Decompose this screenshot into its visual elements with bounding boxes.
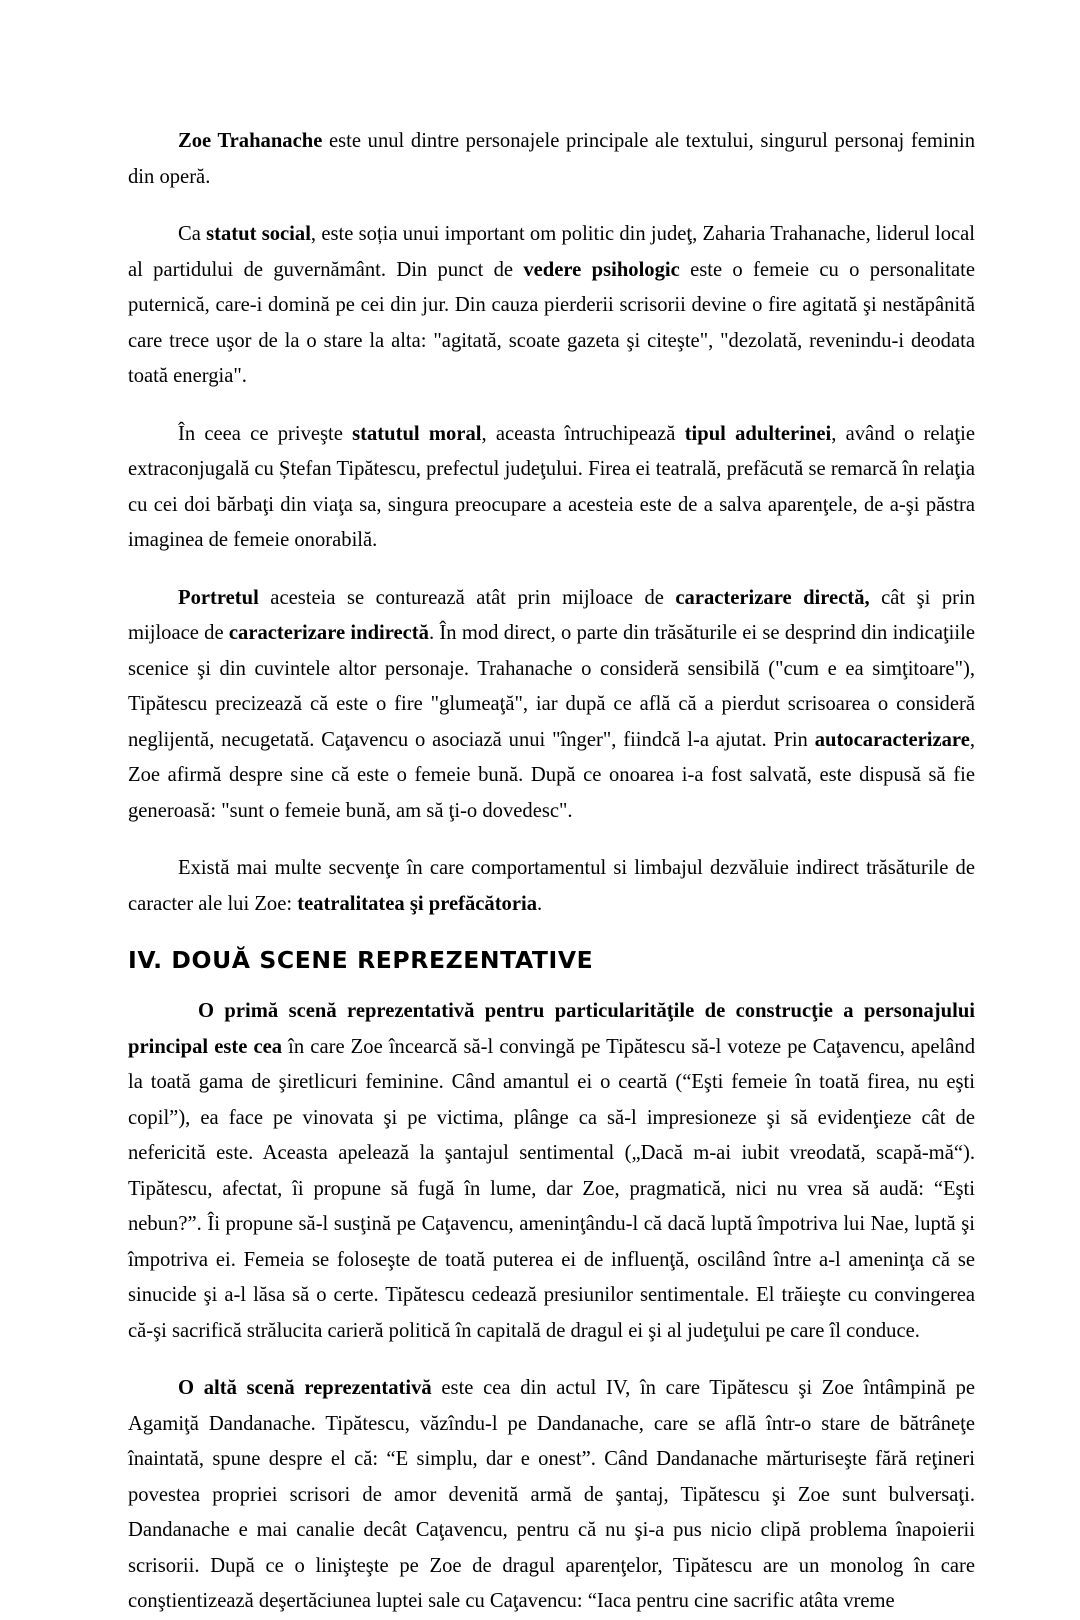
body-text: este o femeie cu o personalitate puternică, care-i domină pe cei din jur. Din cauza pierderii scrisorii devine o fire agitată şi nestăpânită care trece uşor de la o stare la alta: "agitată, scoate gazeta şi citeşte", "dezolată, revenindu-i deodata toată energia". <box>128 258 975 387</box>
emphasis-text: tipul adulterinei <box>684 422 832 445</box>
body-text: . <box>537 892 543 915</box>
document-body <box>128 124 975 1620</box>
emphasis-text: caracterizare directă, <box>675 586 870 609</box>
paragraph <box>128 581 975 830</box>
body-text: , având o relaţie extraconjugală cu Ștefan Tipătescu, prefectul judeţului. Firea ei teatrală, prefăcută se remarcă în relaţia cu cei doi bărbaţi din viaţa sa, singura preocupare a acesteia este de a salva aparenţele, de a-şi păstra imaginea de femeie onorabilă. <box>128 422 975 551</box>
paragraph <box>128 417 975 559</box>
body-text: Ca <box>178 223 207 245</box>
emphasis-text: vedere psihologic <box>523 258 680 281</box>
paragraph <box>128 994 975 1349</box>
emphasis-text: statut social <box>206 223 311 245</box>
body-text: Există mai multe secvenţe în care comportamentul si limbajul dezvăluie indirect trăsăturile de caracter ale lui Zoe: <box>128 857 975 915</box>
body-text: acesteia se conturează atât prin mijloace de <box>258 586 676 609</box>
body-text: , aceasta întruchipează <box>481 422 685 445</box>
body-text: în care Zoe încearcă să-l convingă pe Tipătescu să-l voteze pe Caţavencu, apelând la toată gama de şiretlicuri feminine. Când amantul ei o ceartă (“Eşti femeie în toată firea, nu eşti copil”), ea face pe vinovata şi pe victima, plânge ca să-l impresioneze şi să evidenţieze cât de nefericită este. Aceasta apelează la şantajul sentimental („Dacă m-ai iubit vreodată, scapă-mă“). Tipătescu, afectat, îi propune să fugă în lume, dar Zoe, pragmatică, nici nu vrea să audă: “Eşti nebun?”. Îi propune să-l susţină pe Caţavencu, ameninţându-l că dacă luptă împotriva lui Nae, luptă şi împotriva ei. Femeia se foloseşte de toată puterea ei de influenţă, oscilând între a-l ameninţa că se sinucide şi a-l lăsa să o certe. Tipătescu cedează presiunilor sentimentale. El trăieşte cu convingerea că-şi sacrifică strălucita carieră politică în capitală de dragul ei şi al judeţului pe care îl conduce. <box>128 1035 975 1342</box>
body-text: este cea din actul IV, în care Tipătescu şi Zoe întâmpină pe Agamiţă Dandanache. Tipătescu, văzîndu-l pe Dandanache, care se află într-o stare de bătrâneţe înaintată, spune despre el că: “E simplu, dar e onest”. Când Dandanache mărturiseşte fără reţineri povestea propriei scrisori de amor devenită armă de şantaj, Tipătescu şi Zoe sunt bulversaţi. Dandanache e mai canalie decât Caţavencu, pentru că nu şi-a pus nicio clipă problema înapoierii scrisorii. După ce o linişteşte pe Zoe de dragul aparenţelor, Tipătescu are un monolog în care conştientizează deşertăciunea luptei sale cu Caţavencu: “Iaca pentru cine sacrific atâta vreme <box>128 1377 976 1612</box>
paragraph <box>128 217 975 395</box>
section-heading: IV. DOUĂ SCENE REPREZENTATIVE <box>128 946 594 974</box>
paragraph <box>128 851 975 922</box>
emphasis-text: caracterizare indirectă <box>228 622 429 644</box>
body-text: cât şi prin mijloace de <box>128 586 975 644</box>
emphasis-text: teatralitatea şi prefăcătoria <box>297 892 538 915</box>
body-text: este unul dintre personajele principale ale textului, singurul personaj feminin din operă. <box>128 130 975 188</box>
emphasis-text: Zoe Trahanache <box>178 130 323 152</box>
emphasis-text: O altă scenă reprezentativă <box>178 1377 432 1399</box>
body-text: , Zoe afirmă despre sine că este o femeie bună. După ce onoarea i-a fost salvată, este dispusă să fie generoasă: "sunt o femeie bună, am să ţi-o dovedesc". <box>128 728 975 822</box>
emphasis-text: statutul moral <box>352 422 482 445</box>
paragraphs-before-heading <box>128 124 975 922</box>
paragraph <box>128 1371 975 1620</box>
paragraphs-after-heading <box>128 994 975 1620</box>
emphasis-text: Portretul <box>178 586 259 609</box>
emphasis-text: autocaracterizare <box>814 728 970 751</box>
paragraph <box>128 124 975 195</box>
body-text: În ceea ce priveşte <box>178 422 353 445</box>
emphasis-text: O primă scenă reprezentativă pentru particularităţile de construcţie a personajului principal este cea <box>128 1000 975 1058</box>
body-text: , este soția unui important om politic din judeţ, Zaharia Trahanache, liderul local al partidului de guvernământ. Din punct de <box>128 223 975 281</box>
body-text: . În mod direct, o parte din trăsăturile ei se desprind din indicaţiile scenice şi din cuvintele altor personaje. Trahanache o consideră sensibilă ("cum e ea simţitoare"), Tipătescu precizează că este o fire "glumeaţă", iar după ce află că a pierdut scrisoarea o consideră neglijentă, necugetată. Caţavencu o asociază unui "înger", fiindcă l-a ajutat. Prin <box>128 622 975 751</box>
